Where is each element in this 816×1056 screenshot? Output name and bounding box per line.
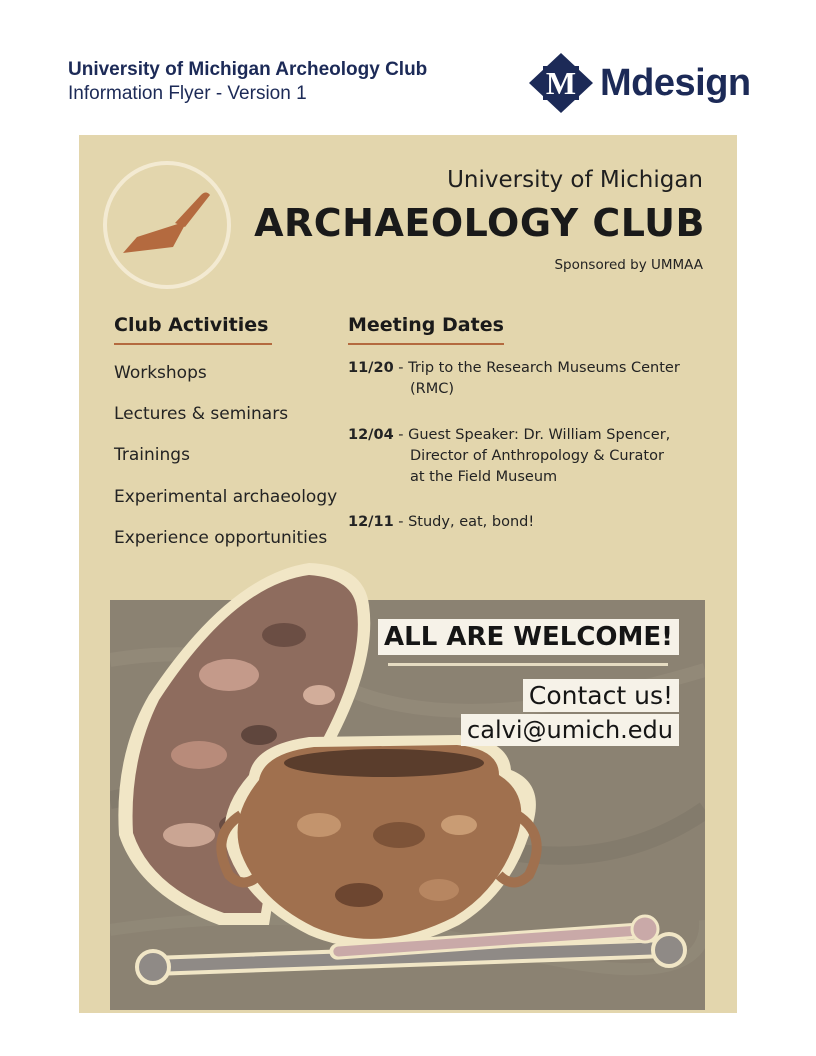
document-title: University of Michigan Archeology Club — [68, 59, 428, 80]
flyer-university: University of Michigan — [447, 167, 703, 193]
activity-item: Workshops — [114, 363, 207, 383]
flyer-club-name: ARCHAEOLOGY CLUB — [254, 201, 705, 245]
flyer — [79, 135, 737, 1013]
activity-item: Trainings — [114, 445, 190, 465]
activity-item: Lectures & seminars — [114, 404, 289, 424]
meeting-line: - Guest Speaker: Dr. William Spencer, — [398, 427, 671, 443]
contact-label: Contact us! — [523, 679, 679, 712]
document-header — [68, 58, 427, 106]
welcome-banner: ALL ARE WELCOME! — [378, 619, 679, 655]
meeting-date: 12/11 — [348, 514, 394, 530]
contact-email[interactable]: calvi@umich.edu — [461, 714, 679, 746]
activity-item: Experience opportunities — [114, 528, 328, 548]
meeting-line: (RMC) — [410, 381, 455, 397]
meeting-date: 11/20 — [348, 360, 394, 376]
meeting-line: - Trip to the Research Museums Center — [398, 360, 680, 376]
meeting-line: at the Field Museum — [410, 469, 558, 485]
meeting-date: 12/04 — [348, 427, 394, 443]
meetings-heading: Meeting Dates — [348, 314, 504, 336]
activity-item: Experimental archaeology — [114, 487, 338, 507]
flyer-sponsor: Sponsored by UMMAA — [554, 257, 703, 273]
welcome-divider — [388, 663, 668, 666]
brand-wordmark: Mdesign — [600, 62, 751, 104]
activities-heading: Club Activities — [114, 314, 269, 336]
artifacts-illustration — [79, 135, 737, 1013]
meeting-line: Director of Anthropology & Curator — [410, 448, 664, 464]
meeting-line: - Study, eat, bond! — [398, 514, 535, 530]
brand-mark: M — [545, 65, 577, 101]
m-diamond-logo-icon — [528, 52, 594, 114]
mdesign-logo — [528, 52, 763, 114]
document-subtitle: Information Flyer - Version 1 — [68, 83, 307, 104]
